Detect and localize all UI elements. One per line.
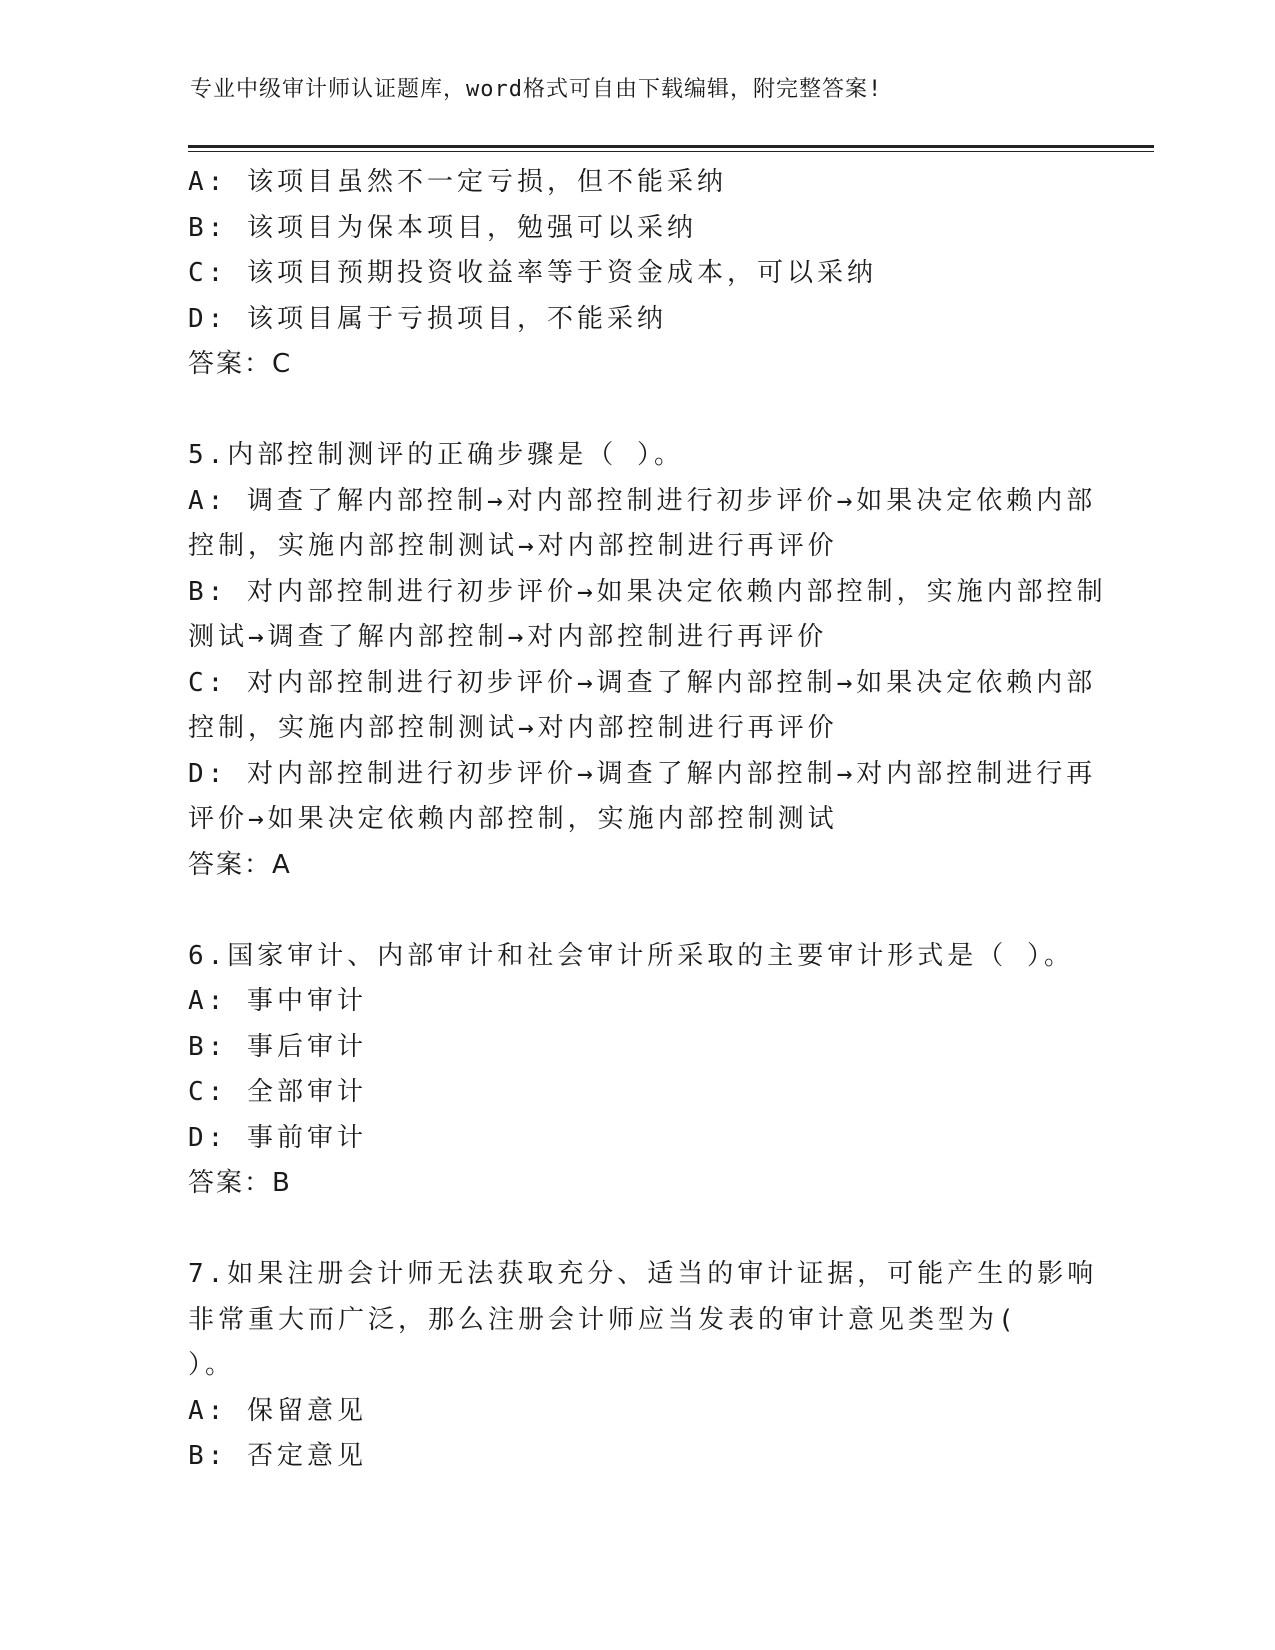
question-line: 5.内部控制测评的正确步骤是（ ）。 xyxy=(188,440,684,470)
option-line: D: 对内部控制进行初步评价→调查了解内部控制→对内部控制进行再 xyxy=(188,758,1097,789)
document-body xyxy=(188,160,1107,1480)
option-line: D: 该项目属于亏损项目，不能采纳 xyxy=(188,303,667,334)
blank-line xyxy=(188,388,1088,434)
option-line: 评价→如果决定依赖内部控制，实施内部控制测试 xyxy=(188,804,838,834)
answer-line: 答案：A xyxy=(188,849,292,880)
header-rule-thick xyxy=(188,145,1154,148)
option-line: B: 事后审计 xyxy=(188,1031,367,1062)
blank-line xyxy=(188,888,1088,934)
option-line: A: 该项目虽然不一定亏损，但不能采纳 xyxy=(188,167,727,197)
option-line: A: 事中审计 xyxy=(188,986,367,1016)
option-line: A: 调查了解内部控制→对内部控制进行初步评价→如果决定依赖内部 xyxy=(188,485,1097,516)
option-line: C: 对内部控制进行初步评价→调查了解内部控制→如果决定依赖内部 xyxy=(188,667,1097,698)
question-line: 6.国家审计、内部审计和社会审计所采取的主要审计形式是（ ）。 xyxy=(188,940,1074,971)
question-line: 7.如果注册会计师无法获取充分、适当的审计证据，可能产生的影响 xyxy=(188,1259,1098,1289)
option-line: B: 对内部控制进行初步评价→如果决定依赖内部控制，实施内部控制 xyxy=(188,576,1107,607)
option-line: D: 事前审计 xyxy=(188,1122,367,1153)
option-line: B: 该项目为保本项目，勉强可以采纳 xyxy=(188,212,697,243)
option-line: 控制，实施内部控制测试→对内部控制进行再评价 xyxy=(188,713,838,743)
header-rule-thin xyxy=(188,151,1154,152)
option-line: B: 否定意见 xyxy=(188,1441,367,1471)
page-header-title: 专业中级审计师认证题库，word格式可自由下载编辑，附完整答案! xyxy=(190,77,883,102)
question-line: ）。 xyxy=(188,1350,236,1380)
answer-line: 答案：C xyxy=(188,349,293,379)
option-line: 控制，实施内部控制测试→对内部控制进行再评价 xyxy=(188,531,838,561)
question-line: 非常重大而广泛，那么注册会计师应当发表的审计意见类型为( xyxy=(188,1304,1018,1335)
option-line: C: 该项目预期投资收益率等于资金成本，可以采纳 xyxy=(188,258,877,288)
blank-line xyxy=(188,1207,1088,1253)
option-line: 测试→调查了解内部控制→对内部控制进行再评价 xyxy=(188,622,828,652)
option-line: A: 保留意见 xyxy=(188,1395,367,1426)
answer-line: 答案：B xyxy=(188,1168,292,1198)
option-line: C: 全部审计 xyxy=(188,1077,367,1107)
